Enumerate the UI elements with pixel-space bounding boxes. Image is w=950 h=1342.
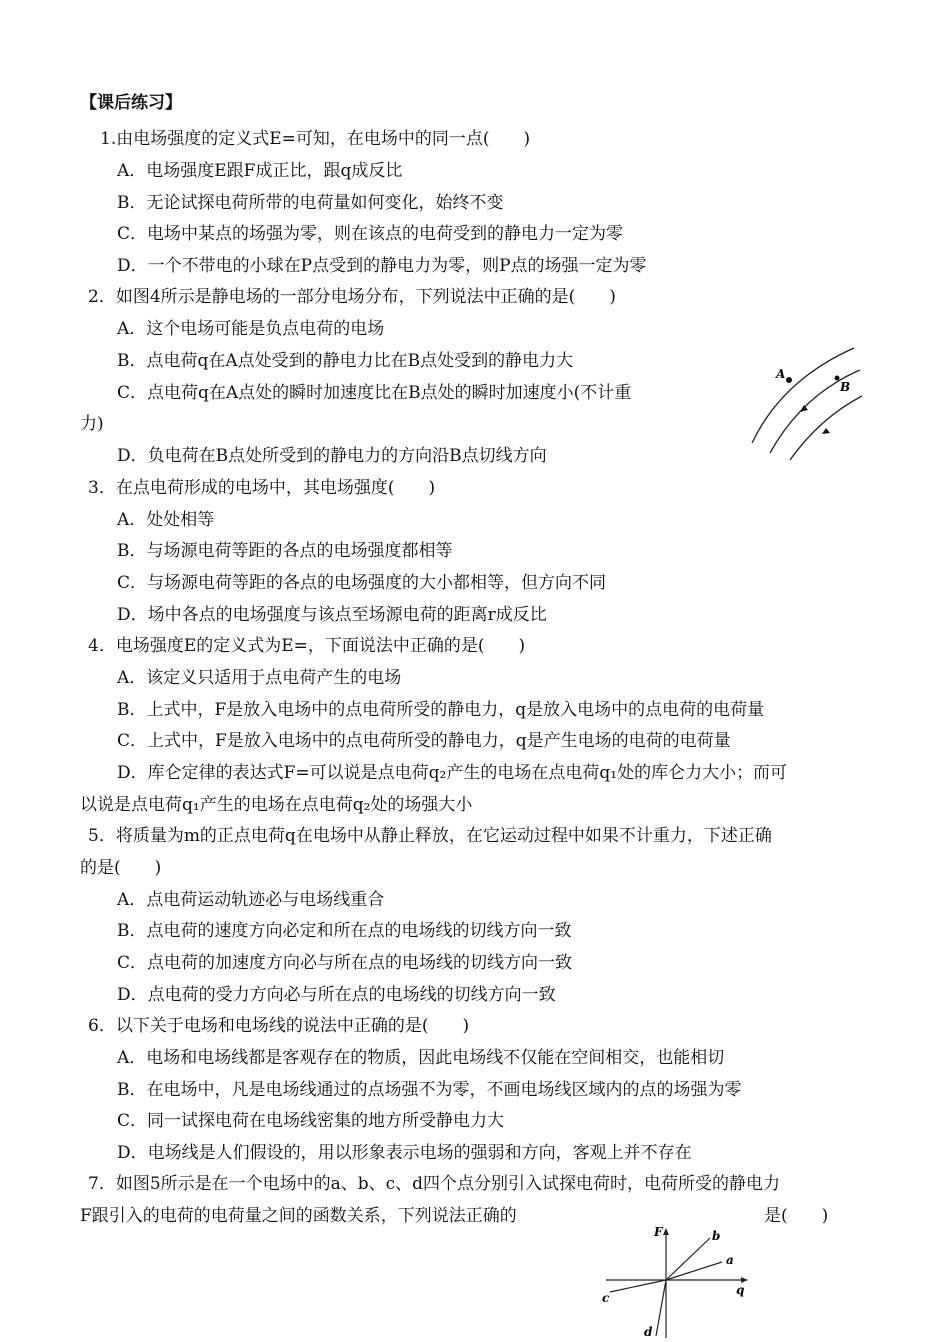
q7-stem-continued: F跟引入的电荷的电荷量之间的函数关系，下列说法正确的: [80, 1206, 517, 1226]
field-line-1: [752, 348, 854, 443]
line-b: [666, 1238, 710, 1280]
q6-option-b: B．在电场中，凡是电场线通过的点场强不为零，不画电场线区域内的点的场强为零: [117, 1080, 742, 1100]
line-a: [666, 1262, 722, 1280]
q7-stem-answer-blank: 是( ): [764, 1206, 829, 1226]
q5-option-c: C．点电荷的加速度方向必与所在点的电场线的切线方向一致: [117, 953, 573, 973]
q2-option-c: C．点电荷q在A点处的瞬时加速度比在B点处的瞬时加速度小(不计重: [117, 383, 632, 403]
q2-option-a: A．这个电场可能是负点电荷的电场: [117, 319, 385, 339]
point-b-dot: [835, 376, 840, 381]
line-b-label: b: [712, 1229, 721, 1243]
q4-option-d: D．库仑定律的表达式F=可以说是点电荷q₂产生的电场在点电荷q₁处的库仑力大小；而可: [117, 763, 788, 783]
q1-option-a: A．电场强度E跟F成正比，跟q成反比: [117, 161, 403, 181]
q3-option-d: D．场中各点的电场强度与该点至场源电荷的距离r成反比: [117, 605, 547, 625]
point-a-dot: [786, 377, 792, 383]
q3-stem: 3．在点电荷形成的电场中，其电场强度( ): [88, 478, 436, 498]
q6-option-a: A．电场和电场线都是客观存在的物质，因此电场线不仅能在空间相交，也能相切: [117, 1048, 725, 1068]
q5-stem-continued: 的是( ): [80, 858, 162, 878]
q1-option-d: D．一个不带电的小球在P点受到的静电力为零，则P点的场强一定为零: [117, 256, 647, 276]
q5-option-a: A．点电荷运动轨迹必与电场线重合: [117, 890, 385, 910]
q4-stem: 4．电场强度E的定义式为E=，下面说法中正确的是( ): [88, 636, 526, 656]
q6-option-d: D．电场线是人们假设的，用以形象表示电场的强弱和方向，客观上并不存在: [117, 1143, 692, 1163]
q1-option-c: C．电场中某点的场强为零，则在该点的电荷受到的静电力一定为零: [117, 224, 624, 244]
figure-4-field-lines: [742, 340, 862, 470]
q1-option-b: B．无论试探电荷所带的电荷量如何变化，始终不变: [117, 193, 504, 213]
q5-option-d: D．点电荷的受力方向必与所在点的电场线的切线方向一致: [117, 985, 556, 1005]
line-d-label: d: [644, 1325, 653, 1339]
point-b-label: B: [840, 380, 851, 394]
q5-stem: 5．将质量为m的正点电荷q在电场中从静止释放，在它运动过程中如果不计重力，下述正确: [88, 826, 772, 846]
arrow-up-icon: [663, 1228, 669, 1235]
q4-option-b: B．上式中，F是放入电场中的点电荷所受的静电力，q是放入电场中的点电荷的电荷量: [117, 700, 765, 720]
q2-option-b: B．点电荷q在A点处受到的静电力比在B点处受到的静电力大: [117, 351, 574, 371]
q1-stem: 1.由电场强度的定义式E=可知，在电场中的同一点( ): [100, 129, 531, 149]
q3-option-c: C．与场源电荷等距的各点的电场强度的大小都相等，但方向不同: [117, 573, 607, 593]
figure-5-f-q-graph: [598, 1220, 758, 1340]
q6-stem: 6．以下关于电场和电场线的说法中正确的是( ): [88, 1016, 470, 1036]
line-c: [610, 1280, 666, 1292]
q2-option-d: D．负电荷在B点处所受到的静电力的方向沿B点切线方向: [117, 446, 547, 466]
q5-option-b: B．点电荷的速度方向必定和所在点的电场线的切线方向一致: [117, 921, 572, 941]
q3-option-b: B．与场源电荷等距的各点的电场强度都相等: [117, 541, 453, 561]
section-title: 【课后练习】: [80, 93, 182, 113]
q2-option-c-continued: 力): [80, 414, 104, 434]
q-axis-label: q: [736, 1283, 745, 1297]
q3-option-a: A．处处相等: [117, 510, 215, 530]
point-a-label: A: [776, 367, 786, 381]
q4-option-a: A．该定义只适用于点电荷产生的电场: [117, 668, 402, 688]
line-c-label: c: [602, 1291, 610, 1305]
q2-stem: 2．如图4所示是静电场的一部分电场分布，下列说法中正确的是( ): [88, 287, 616, 307]
q7-stem: 7．如图5所示是在一个电场中的a、b、c、d四个点分别引入试探电荷时，电荷所受的静电力: [88, 1174, 781, 1194]
line-a-label: a: [726, 1253, 734, 1267]
f-axis-label: F: [654, 1225, 663, 1239]
q6-option-c: C．同一试探电荷在电场线密集的地方所受静电力大: [117, 1111, 505, 1131]
field-arrow-icon: [822, 428, 830, 434]
field-arrow-icon: [800, 405, 808, 412]
q4-option-c: C．上式中，F是放入电场中的点电荷所受的静电力，q是产生电场的电荷的电荷量: [117, 731, 731, 751]
line-d: [656, 1280, 666, 1336]
q4-option-d-continued: 以说是点电荷q₁产生的电场在点电荷q₂处的场强大小: [80, 795, 473, 815]
